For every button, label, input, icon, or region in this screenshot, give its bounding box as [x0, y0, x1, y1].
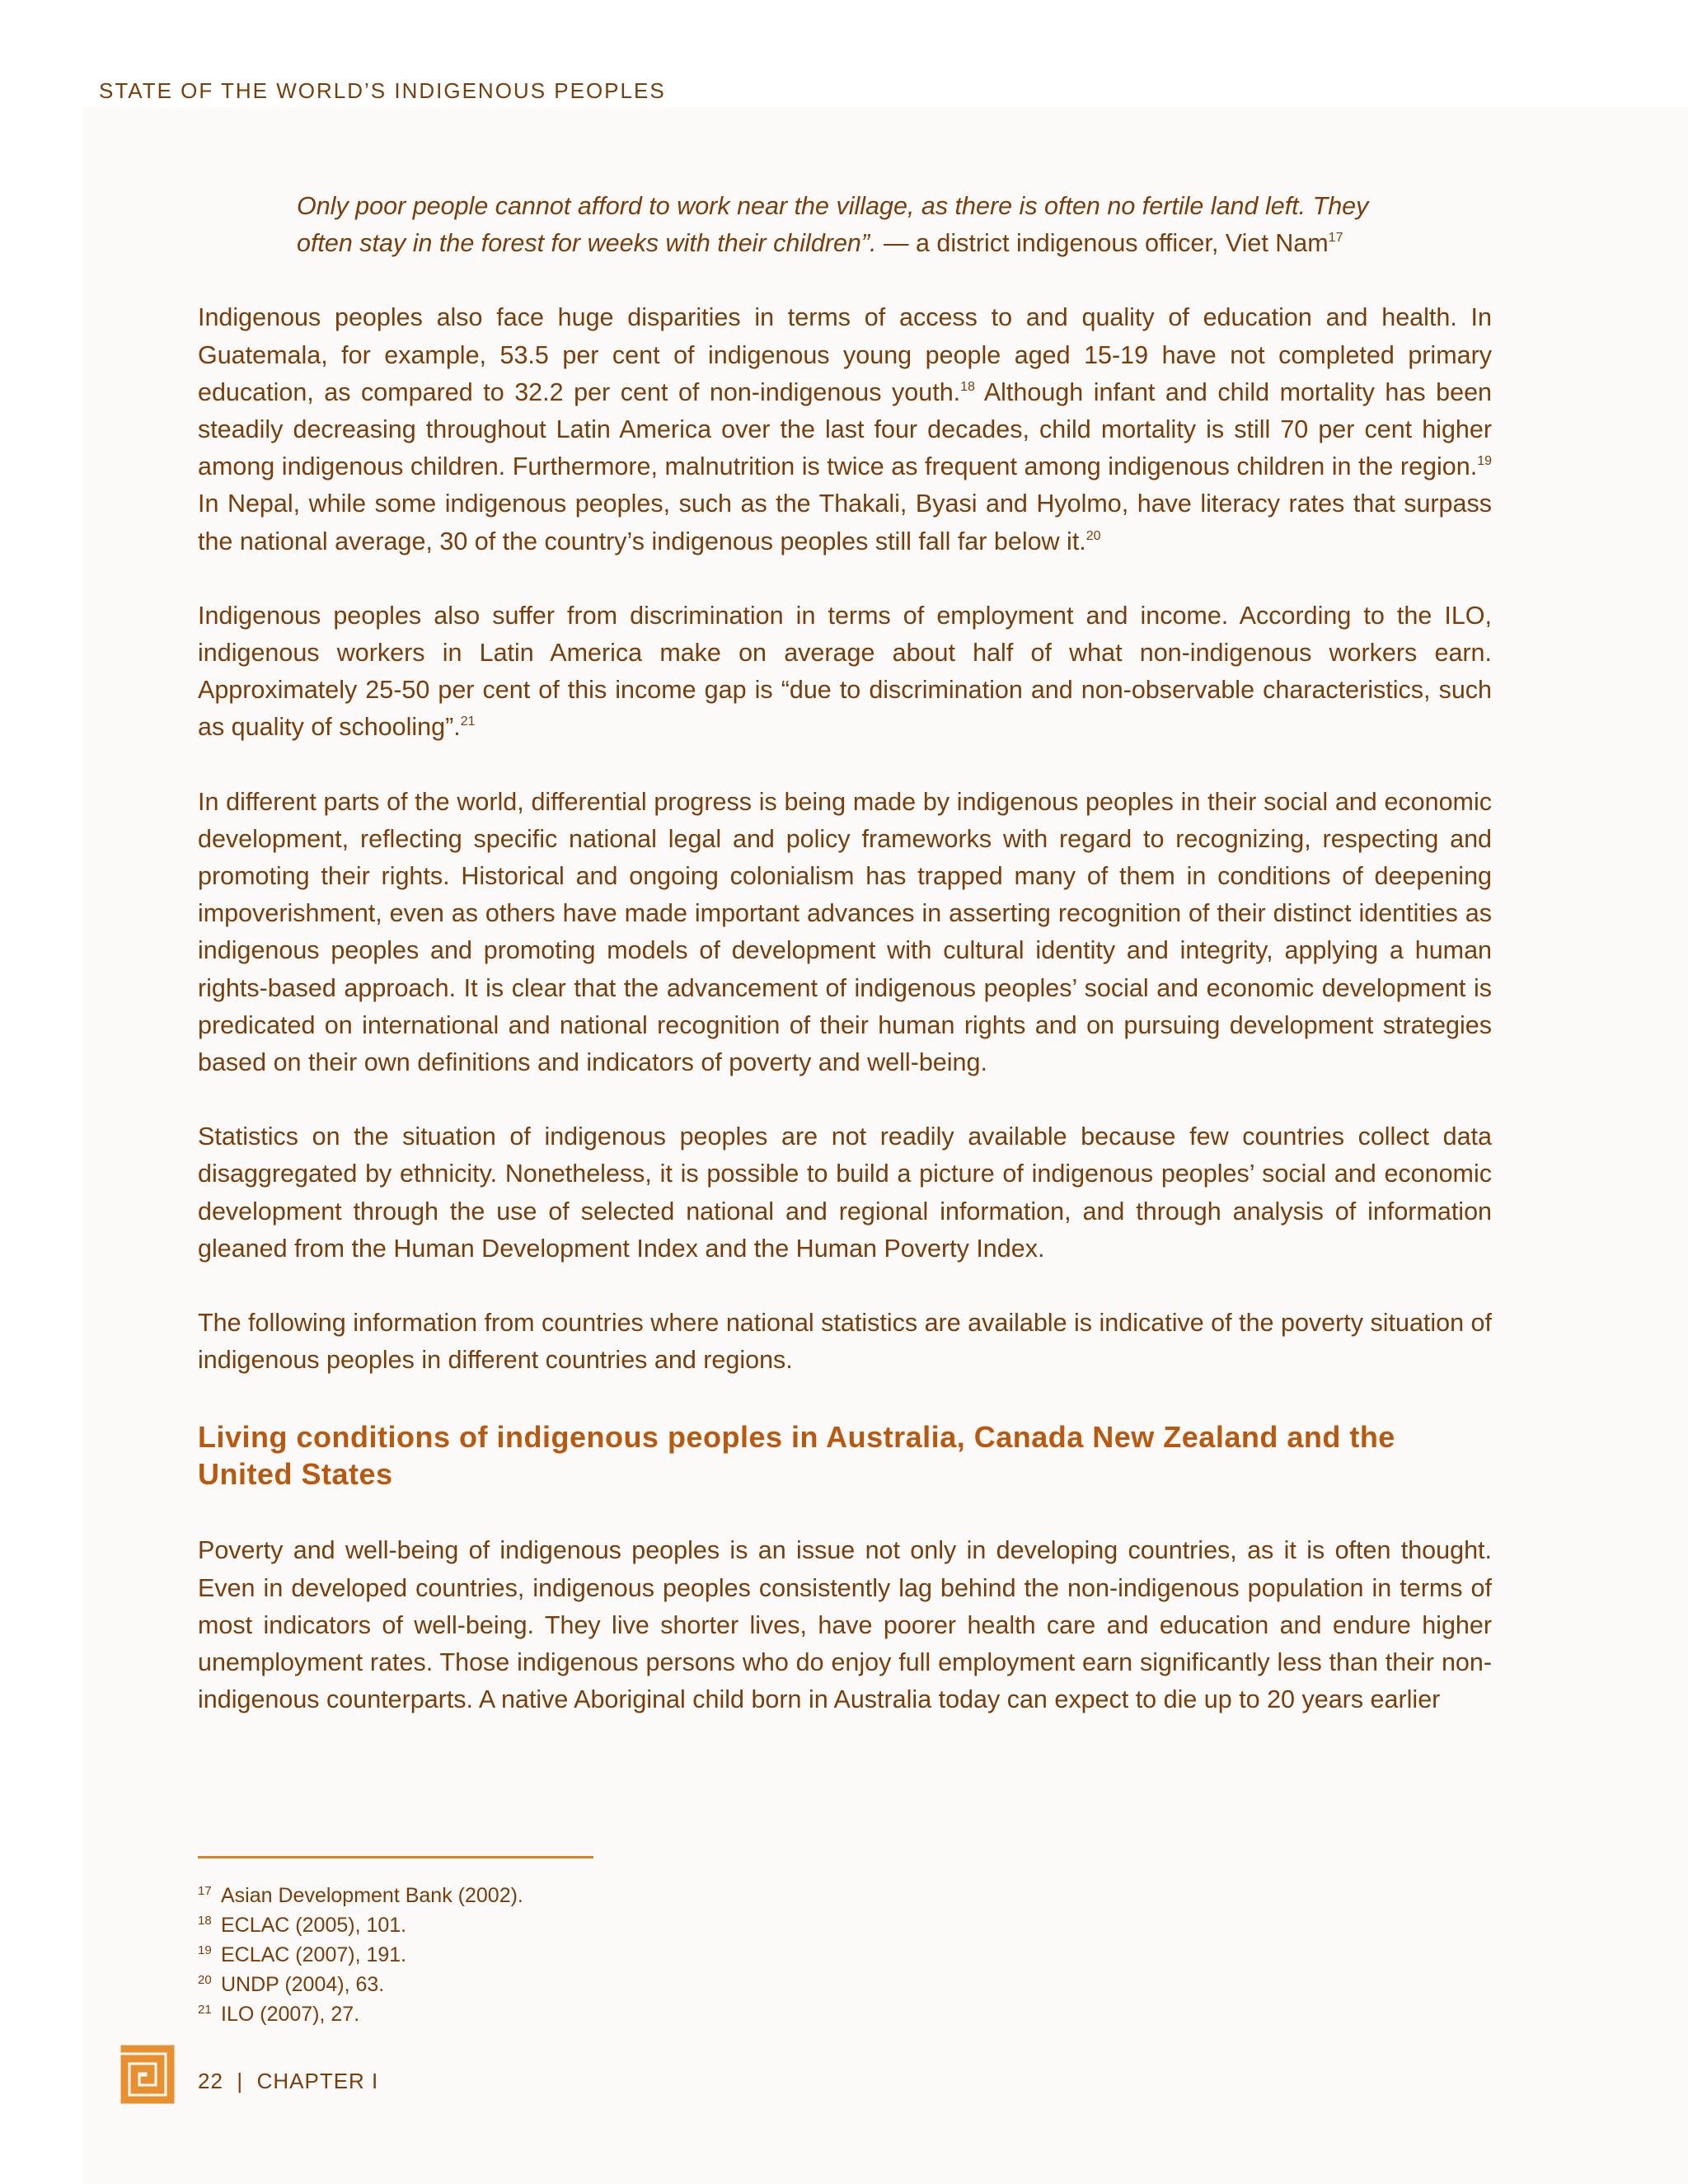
footnote-divider	[198, 1856, 593, 1858]
footnote-text: ECLAC (2005), 101.	[221, 1914, 407, 1937]
footnote-ref[interactable]: 19	[1477, 454, 1492, 469]
footnote-item: 20 UNDP (2004), 63.	[198, 1973, 385, 1996]
footnotes	[198, 1881, 1022, 2029]
footnote-item: 21 ILO (2007), 27.	[198, 2003, 360, 2026]
paragraph-text: In Nepal, while some indigenous peoples, such as the Thakali, Byasi and Hyolmo, have literacy rates that surpass the national average, 30 of the country’s indigenous peoples still fall far below it.	[198, 490, 1492, 555]
footnote-ref[interactable]: 21	[460, 715, 476, 729]
footnote-ref[interactable]: 18	[960, 379, 975, 394]
footnote-ref[interactable]: 17	[1328, 231, 1343, 246]
body-column	[198, 188, 1492, 1719]
footnote-text: Asian Development Bank (2002).	[221, 1884, 523, 1907]
section-heading: Living conditions of indigenous peoples in Australia, Canada New Zealand and the United States	[198, 1420, 1395, 1492]
paragraph-statistics	[198, 1118, 1492, 1268]
paragraph-text: The following information from countries where national statistics are available is indicative of the poverty situation of indigenous peoples in different countries and regions.	[198, 1309, 1492, 1375]
footnote-text: ILO (2007), 27.	[221, 2003, 360, 2026]
running-header: STATE OF THE WORLD’S INDIGENOUS PEOPLES	[99, 78, 666, 103]
chapter-label: CHAPTER I	[256, 2069, 379, 2093]
paragraph-text: Although infant and child mortality has been steadily decreasing throughout Latin America over the last four decades, child mortality is still 70 per cent higher among indigenous children. Furthermore, malnutrition is twice as frequent among indigenous children in the region.	[198, 377, 1492, 481]
paragraph-education-health	[198, 299, 1492, 560]
footer-separator: |	[237, 2069, 244, 2093]
footnote-text: UNDP (2004), 63.	[221, 1973, 385, 1996]
paragraph-text: Indigenous peoples also suffer from discrimination in terms of employment and income. According to the ILO, indigenous workers in Latin America make on average about half of what non-indigenous workers earn. Approximately 25-50 per cent of this income gap is “due to discrimination and non-observable characteristics, such as quality of schooling”.	[198, 601, 1492, 742]
block-quote	[297, 188, 1409, 262]
footnote-item: 19 ECLAC (2007), 191.	[198, 1943, 407, 1966]
paragraph-text: In different parts of the world, differential progress is being made by indigenous peoples in their social and economic development, reflecting specific national legal and policy frameworks with regard to recognizing, respecting and promoting their rights. Historical and ongoing colonialism has trapped many of them in conditions of deepening impoverishment, even as others have made important advances in asserting recognition of their distinct identities as indigenous peoples and promoting models of development with cultural identity and integrity, applying a human rights-based approach. It is clear that the advancement of indigenous peoples’ social and economic development is predicated on international and national recognition of their human rights and on pursuing development strategies based on their own definitions and indicators of poverty and well-being.	[198, 787, 1492, 1077]
paragraph-employment	[198, 598, 1492, 747]
page-number: 22	[198, 2069, 223, 2093]
footnote-item: 18 ECLAC (2005), 101.	[198, 1914, 407, 1937]
paragraph-text: Indigenous peoples also face huge disparities in terms of access to and quality of education and health. In Guatemala, for example, 53.5 per cent of indigenous young people aged 15-19 have not completed primary education, as compared to 32.2 per cent of non-indigenous youth.	[198, 303, 1492, 406]
quote-attribution: — a district indigenous officer, Viet Nam	[884, 229, 1329, 258]
paragraph-progress	[198, 784, 1492, 1082]
footnote-item: 17 Asian Development Bank (2002).	[198, 1884, 523, 1907]
paragraph-text: Poverty and well-being of indigenous peoples is an issue not only in developing countries, as it is often thought. Even in developed countries, indigenous peoples consistently lag behind the non-indigenous population in terms of most indicators of well-being. They live shorter lives, have poorer health care and education and endure higher unemployment rates. Those indigenous persons who do enjoy full employment earn significantly less than their non-indigenous counterparts. A native Aboriginal child born in Australia today can expect to die up to 20 years earlier	[198, 1536, 1492, 1714]
footnote-text: ECLAC (2007), 191.	[221, 1943, 407, 1966]
spiral-logo-icon	[120, 2042, 176, 2105]
paragraph-following-info	[198, 1305, 1492, 1379]
paragraph-living-conditions	[198, 1532, 1492, 1718]
quote-text: Only poor people cannot afford to work near the village, as there is often no fertile land left. They often stay in the forest for weeks with their children”.	[297, 192, 1369, 258]
page-footer	[198, 2069, 378, 2094]
paragraph-text: Statistics on the situation of indigenous peoples are not readily available because few countries collect data disaggregated by ethnicity. Nonetheless, it is possible to build a picture of indigenous peoples’ social and economic development through the use of selected national and regional information, and through analysis of information gleaned from the Human Development Index and the Human Poverty Index.	[198, 1122, 1492, 1263]
footnote-ref[interactable]: 20	[1085, 528, 1101, 543]
